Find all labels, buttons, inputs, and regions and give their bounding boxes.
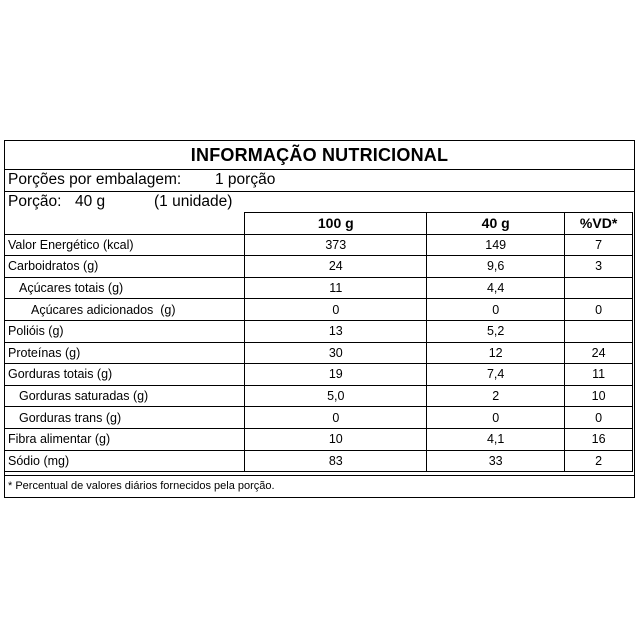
value-vd: 0 [565, 299, 633, 321]
table-row [5, 299, 633, 321]
table-row [5, 342, 633, 364]
value-portion: 33 [427, 450, 565, 472]
value-portion: 4,1 [427, 428, 565, 450]
value-100g: 19 [245, 364, 427, 386]
value-vd: 2 [565, 450, 633, 472]
value-vd: 16 [565, 428, 633, 450]
value-100g: 10 [245, 428, 427, 450]
value-100g: 11 [245, 277, 427, 299]
portion-unit-desc: (1 unidade) [154, 193, 233, 210]
table-row [5, 320, 633, 342]
value-vd: 3 [565, 256, 633, 278]
portion-value: 40 g [75, 193, 106, 210]
value-100g: 373 [245, 234, 427, 256]
value-100g: 83 [245, 450, 427, 472]
column-header-vd: %VD* [565, 213, 633, 235]
value-vd: 11 [565, 364, 633, 386]
table-row [5, 407, 633, 429]
value-100g: 30 [245, 342, 427, 364]
nutrient-name: Sódio (mg) [5, 450, 245, 472]
value-portion: 149 [427, 234, 565, 256]
portion-label: Porção: [8, 193, 62, 210]
value-100g: 24 [245, 256, 427, 278]
portion-size [5, 191, 634, 213]
table-row [5, 277, 633, 299]
value-portion: 7,4 [427, 364, 565, 386]
table-row [5, 256, 633, 278]
value-100g: 0 [245, 407, 427, 429]
value-portion: 0 [427, 407, 565, 429]
value-vd: 10 [565, 385, 633, 407]
nutrition-label [4, 140, 635, 498]
nutrition-table [4, 212, 633, 472]
nutrient-name: Valor Energético (kcal) [5, 234, 245, 256]
nutrient-name: Polióis (g) [5, 320, 245, 342]
servings-per-package [5, 169, 634, 192]
value-100g: 5,0 [245, 385, 427, 407]
column-header-100g: 100 g [245, 213, 427, 235]
value-vd: 7 [565, 234, 633, 256]
value-vd [565, 277, 633, 299]
table-row [5, 364, 633, 386]
nutrient-name: Gorduras totais (g) [5, 364, 245, 386]
footnote: * Percentual de valores diários fornecidos pela porção. [5, 475, 634, 497]
value-portion: 12 [427, 342, 565, 364]
table-row [5, 450, 633, 472]
value-portion: 5,2 [427, 320, 565, 342]
value-portion: 0 [427, 299, 565, 321]
value-100g: 0 [245, 299, 427, 321]
table-row [5, 428, 633, 450]
nutrient-name: Carboidratos (g) [5, 256, 245, 278]
value-100g: 13 [245, 320, 427, 342]
table-row [5, 385, 633, 407]
nutrient-name: Fibra alimentar (g) [5, 428, 245, 450]
value-vd: 24 [565, 342, 633, 364]
table-row [5, 234, 633, 256]
servings-label: Porções por embalagem: [8, 171, 182, 188]
label-title: INFORMAÇÃO NUTRICIONAL [5, 141, 634, 170]
value-portion: 9,6 [427, 256, 565, 278]
servings-value: 1 porção [215, 171, 276, 188]
header-blank-cell [5, 213, 245, 235]
value-portion: 4,4 [427, 277, 565, 299]
column-header-portion: 40 g [427, 213, 565, 235]
nutrient-name: Gorduras saturadas (g) [5, 385, 245, 407]
value-vd: 0 [565, 407, 633, 429]
nutrient-name: Açúcares adicionados (g) [5, 299, 245, 321]
nutrient-name: Gorduras trans (g) [5, 407, 245, 429]
nutrient-name: Açúcares totais (g) [5, 277, 245, 299]
nutrient-name: Proteínas (g) [5, 342, 245, 364]
value-vd [565, 320, 633, 342]
table-header-row [5, 213, 633, 235]
value-portion: 2 [427, 385, 565, 407]
